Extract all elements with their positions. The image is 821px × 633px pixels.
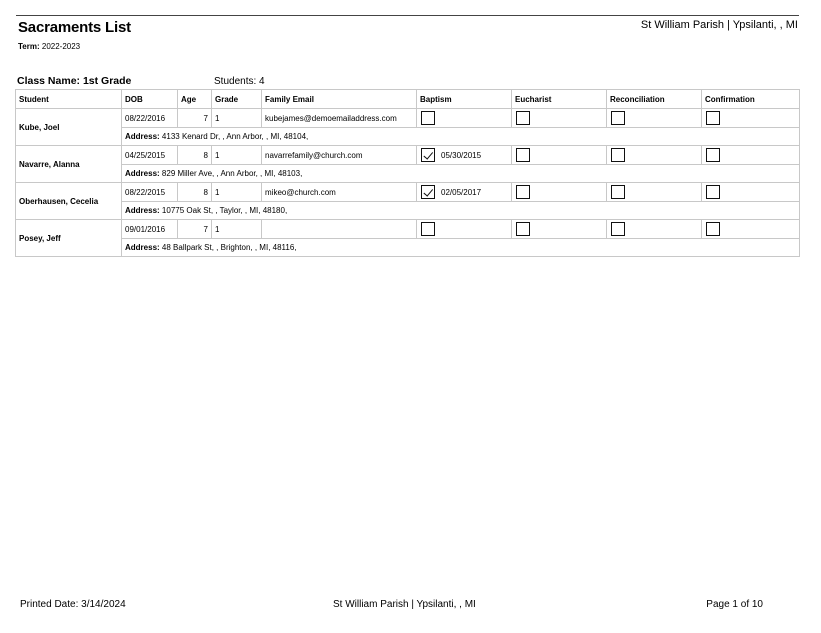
- reconciliation-checkbox[interactable]: [611, 222, 625, 236]
- address-row: [16, 128, 800, 146]
- confirmation-checkbox[interactable]: [706, 148, 720, 162]
- reconciliation-checkbox[interactable]: [611, 148, 625, 162]
- confirmation-cell: [702, 146, 800, 165]
- address-label: Address:: [125, 243, 160, 252]
- confirmation-checkbox[interactable]: [706, 185, 720, 199]
- address-label: Address:: [125, 169, 160, 178]
- eucharist-checkbox[interactable]: [516, 222, 530, 236]
- address-cell: [122, 239, 800, 257]
- reconciliation-cell: [607, 220, 702, 239]
- eucharist-cell: [512, 146, 607, 165]
- baptism-cell: [417, 220, 512, 239]
- student-email: mikeo@church.com: [262, 183, 417, 202]
- sacraments-table: [15, 89, 800, 257]
- address-cell: [122, 128, 800, 146]
- term-line: [18, 42, 80, 51]
- table-row: [16, 183, 800, 202]
- address-label: Address:: [125, 132, 160, 141]
- confirmation-checkbox[interactable]: [706, 222, 720, 236]
- reconciliation-cell: [607, 109, 702, 128]
- eucharist-checkbox[interactable]: [516, 111, 530, 125]
- term-label: Term:: [18, 42, 40, 51]
- students-count: Students: 4: [214, 76, 265, 87]
- footer-parish: St William Parish | Ypsilanti, , MI: [333, 599, 476, 610]
- footer-page-number: Page 1 of 10: [706, 599, 763, 610]
- baptism-checkbox[interactable]: [421, 111, 435, 125]
- student-dob: 04/25/2015: [122, 146, 178, 165]
- student-age: 8: [178, 183, 212, 202]
- baptism-cell: [417, 183, 512, 202]
- reconciliation-cell: [607, 146, 702, 165]
- report-title: Sacraments List: [18, 19, 131, 36]
- student-email: [262, 220, 417, 239]
- student-grade: 1: [212, 146, 262, 165]
- col-confirmation: Confirmation: [702, 90, 800, 109]
- footer-printed-date: Printed Date: 3/14/2024: [20, 599, 126, 610]
- address-row: [16, 202, 800, 220]
- address-row: [16, 165, 800, 183]
- student-grade: 1: [212, 220, 262, 239]
- student-name: Oberhausen, Cecelia: [16, 183, 122, 220]
- reconciliation-checkbox[interactable]: [611, 111, 625, 125]
- reconciliation-checkbox[interactable]: [611, 185, 625, 199]
- col-dob: DOB: [122, 90, 178, 109]
- confirmation-cell: [702, 220, 800, 239]
- address-cell: [122, 165, 800, 183]
- col-student: Student: [16, 90, 122, 109]
- baptism-date: 05/30/2015: [441, 150, 482, 160]
- student-email: kubejames@demoemailaddress.com: [262, 109, 417, 128]
- address-value: 829 Miller Ave, , Ann Arbor, , MI, 48103,: [161, 169, 303, 178]
- baptism-cell: [417, 109, 512, 128]
- eucharist-checkbox[interactable]: [516, 185, 530, 199]
- reconciliation-cell: [607, 183, 702, 202]
- term-value: 2022-2023: [41, 42, 81, 51]
- col-reconciliation: Reconciliation: [607, 90, 702, 109]
- student-age: 7: [178, 220, 212, 239]
- confirmation-cell: [702, 109, 800, 128]
- col-age: Age: [178, 90, 212, 109]
- address-value: 10775 Oak St, , Taylor, , MI, 48180,: [161, 206, 288, 215]
- confirmation-cell: [702, 183, 800, 202]
- address-cell: [122, 202, 800, 220]
- student-dob: 09/01/2016: [122, 220, 178, 239]
- student-name: Navarre, Alanna: [16, 146, 122, 183]
- student-dob: 08/22/2015: [122, 183, 178, 202]
- col-eucharist: Eucharist: [512, 90, 607, 109]
- table-row: [16, 146, 800, 165]
- baptism-cell: [417, 146, 512, 165]
- baptism-checkbox[interactable]: [421, 185, 435, 199]
- student-grade: 1: [212, 183, 262, 202]
- table-row: [16, 220, 800, 239]
- address-label: Address:: [125, 206, 160, 215]
- address-value: 4133 Kenard Dr, , Ann Arbor, , MI, 48104,: [161, 132, 309, 141]
- baptism-checkbox[interactable]: [421, 222, 435, 236]
- class-name: Class Name: 1st Grade: [17, 75, 132, 87]
- confirmation-checkbox[interactable]: [706, 111, 720, 125]
- baptism-date: 02/05/2017: [441, 187, 482, 197]
- student-name: Posey, Jeff: [16, 220, 122, 257]
- student-email: navarrefamily@church.com: [262, 146, 417, 165]
- parish-header: St William Parish | Ypsilanti, , MI: [640, 19, 798, 31]
- eucharist-cell: [512, 220, 607, 239]
- col-baptism: Baptism: [417, 90, 512, 109]
- eucharist-cell: [512, 183, 607, 202]
- table-row: [16, 109, 800, 128]
- baptism-checkbox[interactable]: [421, 148, 435, 162]
- address-row: [16, 239, 800, 257]
- table-body: [16, 109, 800, 257]
- eucharist-checkbox[interactable]: [516, 148, 530, 162]
- student-grade: 1: [212, 109, 262, 128]
- header-divider: [16, 15, 799, 16]
- eucharist-cell: [512, 109, 607, 128]
- student-age: 7: [178, 109, 212, 128]
- address-value: 48 Ballpark St, , Brighton, , MI, 48116,: [161, 243, 297, 252]
- student-dob: 08/22/2016: [122, 109, 178, 128]
- col-grade: Grade: [212, 90, 262, 109]
- table-header-row: [16, 90, 800, 109]
- student-age: 8: [178, 146, 212, 165]
- student-name: Kube, Joel: [16, 109, 122, 146]
- col-family-email: Family Email: [262, 90, 417, 109]
